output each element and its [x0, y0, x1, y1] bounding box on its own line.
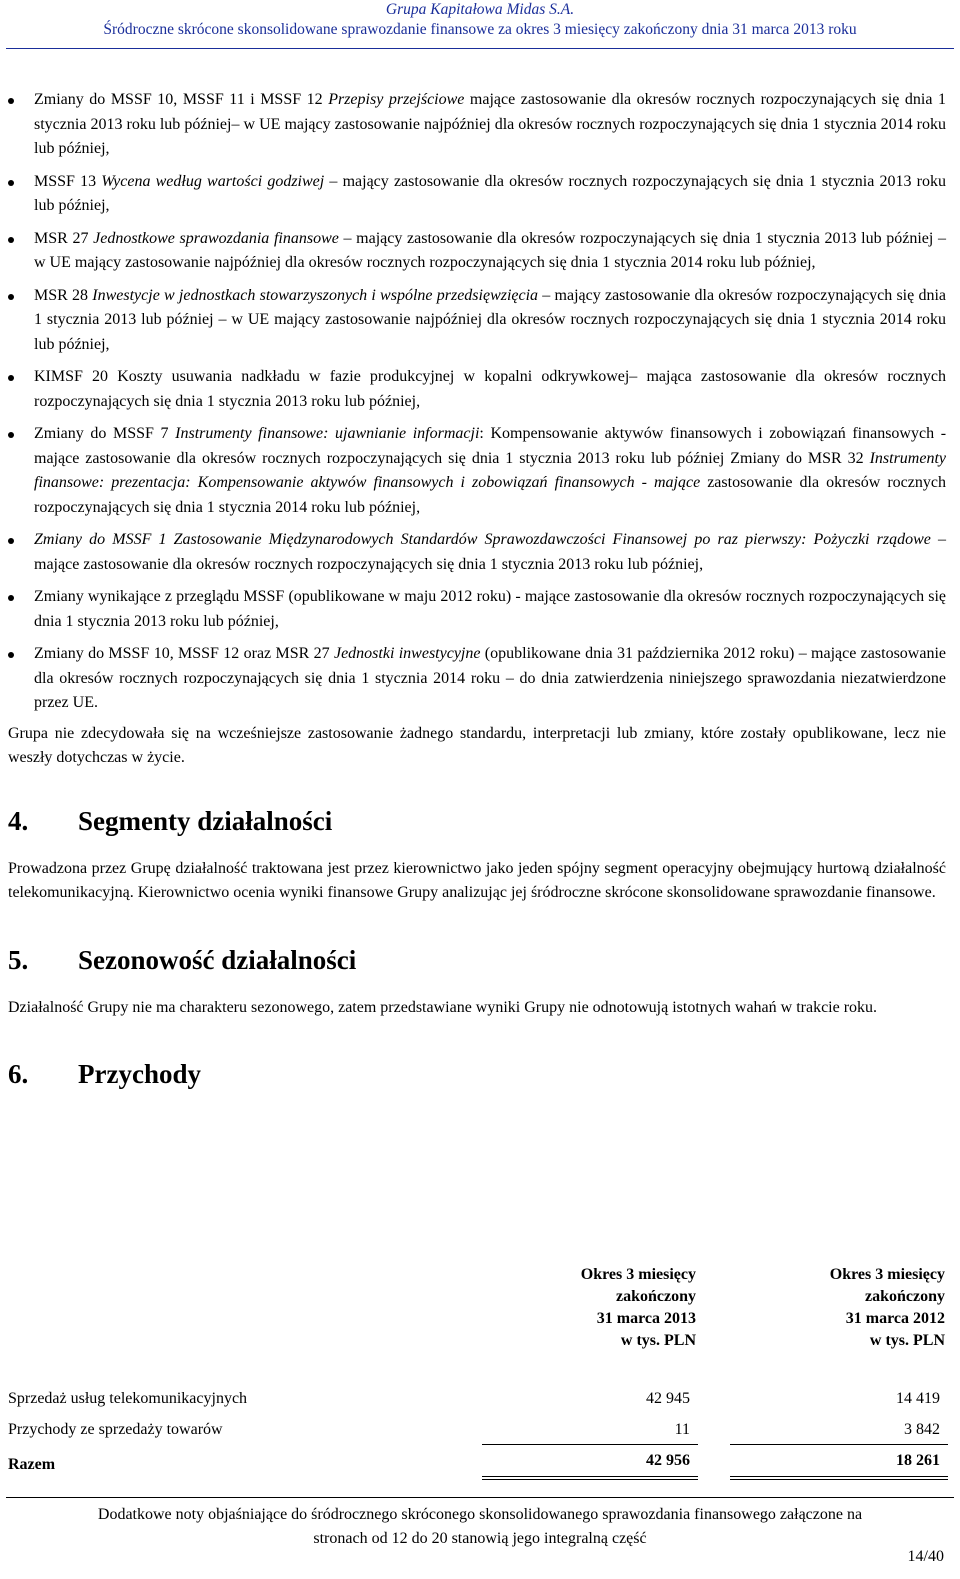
list-item: MSR 28 Inwestycje w jednostkach stowarzyszonych i wspólne przedsięwzięcia – mający zastosowanie dla okresów rozpoczynających się dnia 1 stycznia 2013 lub później – w UE mający zastosowanie najpóźniej dla okresów rocznych rozpoczynających się dnia 1 stycznia 2014 roku lub później, [8, 284, 946, 358]
document-body [8, 88, 946, 1090]
footer-line-1: Dodatkowe noty objaśniające do śródrocznego skróconego skonsolidowanego sprawozdania finansowego załączone na [97, 1506, 863, 1523]
header-divider [6, 48, 954, 49]
column-header-2012: Okres 3 miesięcy zakończony 31 marca 2012 w tys. PLN [829, 1266, 945, 1349]
footer-divider [6, 1497, 954, 1498]
page-number: 14/40 [907, 1548, 944, 1565]
bullet-dot-icon [8, 237, 14, 243]
table-row: Przychody ze sprzedaży towarów 11 3 842 [8, 1421, 940, 1438]
subtotal-rule-2 [730, 1444, 948, 1445]
list-item: Zmiany do MSSF 7 Instrumenty finansowe: ujawnianie informacji: Kompensowanie aktywów finansowych i zobowiązań finansowych - mające zastosowanie dla okresów rocznych rozpoczynających się dnia 1 stycznia 2013 roku lub później Zmiany do MSR 32 Instrumenty finansowe: prezentacja: Kompensowanie aktywów finansowych i zobowiązań finansowych - mające zastosowanie dla okresów rocznych rozpoczynających się dnia 1 stycznia 2014 roku lub później, [8, 422, 946, 520]
total-rule-1a [482, 1476, 698, 1477]
table-row-total: Razem 42 956 18 261 [8, 1452, 940, 1473]
bullet-dot-icon [8, 180, 14, 186]
section-4-text: Prowadzona przez Grupę działalność traktowana jest przez kierownictwo jako jeden spójny segment operacyjny obejmujący hurtową działalność telekomunikacyjną. Kierownictwo ocenia wyniki finansowe Grupy analizując jej śródroczne skrócone skonsolidowane sprawozdanie finansowe. [8, 859, 946, 901]
page-header [0, 0, 960, 40]
bullet-dot-icon [8, 595, 14, 601]
footer-line-2: stronach od 12 do 20 stanowią jego integralną część [313, 1530, 647, 1547]
total-rule-1b [482, 1479, 698, 1480]
list-item: MSR 27 Jednostkowe sprawozdania finansowe – mający zastosowanie dla okresów rozpoczynających się dnia 1 stycznia 2013 lub później – w UE mający zastosowanie najpóźniej dla okresów rocznych rozpoczynających się dnia 1 stycznia 2014 roku lub później, [8, 227, 946, 276]
section-heading-4: 4. Segmenty działalności [8, 805, 333, 836]
list-item: Zmiany do MSSF 1 Zastosowanie Międzynarodowych Standardów Sprawozdawczości Finansowej po raz pierwszy: Pożyczki rządowe – mające zastosowanie dla okresów rocznych rozpoczynających się dnia 1 stycznia 2013 roku lub później, [8, 528, 946, 577]
bullet-dot-icon [8, 538, 14, 544]
section-5-text: Działalność Grupy nie ma charakteru sezonowego, zatem przedstawiane wyniki Grupy nie odnotowują istotnych wahań w trakcie roku. [8, 998, 878, 1016]
table-row: Sprzedaż usług telekomunikacyjnych 42 945 14 419 [8, 1390, 940, 1407]
list-item: KIMSF 20 Koszty usuwania nadkładu w fazie produkcyjnej w kopalni odkrywkowej– mająca zastosowanie dla okresów rocznych rozpoczynających się dnia 1 stycznia 2013 roku lub później, [8, 365, 946, 414]
list-item: Zmiany do MSSF 10, MSSF 11 i MSSF 12 Przepisy przejściowe mające zastosowanie dla okresów rocznych rozpoczynających się dnia 1 stycznia 2013 roku lub później– w UE mający zastosowanie najpóźniej dla okresów rocznych rozpoczynających się dnia 1 stycznia 2014 roku lub później, [8, 88, 946, 162]
bullet-dot-icon [8, 375, 14, 381]
subtotal-rule-1 [482, 1444, 698, 1445]
standards-list [8, 88, 946, 716]
section-heading-5: 5. Sezonowość działalności [8, 944, 357, 975]
company-name: Grupa Kapitałowa Midas S.A. [385, 1, 575, 18]
list-item: Zmiany do MSSF 10, MSSF 12 oraz MSR 27 Jednostki inwestycyjne (opublikowane dnia 31 października 2012 roku) – mające zastosowanie dla okresów rocznych rozpoczynających się dnia 1 stycznia 2014 roku – do dnia zatwierdzenia niniejszego sprawozdania niezatwierdzone przez UE. [8, 642, 946, 716]
list-item: MSSF 13 Wycena według wartości godziwej – mający zastosowanie dla okresów rocznych rozpoczynających się dnia 1 stycznia 2013 roku lub później, [8, 170, 946, 219]
total-rule-2a [730, 1476, 948, 1477]
bullet-dot-icon [8, 432, 14, 438]
page-footer [0, 1503, 960, 1551]
list-item: Zmiany wynikające z przeglądu MSSF (opublikowane w maju 2012 roku) - mające zastosowanie dla okresów rocznych rozpoczynających się dnia 1 stycznia 2013 roku lub później, [8, 585, 946, 634]
section-heading-6: 6. Przychody [8, 1059, 201, 1089]
report-title: Śródroczne skrócone skonsolidowane sprawozdanie finansowe za okres 3 miesięcy zakończony dnia 31 marca 2013 roku [103, 21, 857, 38]
bullet-dot-icon [8, 652, 14, 658]
column-header-2013: Okres 3 miesięcy zakończony 31 marca 2013 w tys. PLN [580, 1266, 696, 1349]
total-rule-2b [730, 1479, 948, 1480]
bullet-dot-icon [8, 294, 14, 300]
bullet-dot-icon [8, 98, 14, 104]
note-paragraph: Grupa nie zdecydowała się na wcześniejsze zastosowanie żadnego standardu, interpretacji lub zmiany, które zostały opublikowane, lecz nie weszły dotychczas w życie. [8, 724, 946, 766]
